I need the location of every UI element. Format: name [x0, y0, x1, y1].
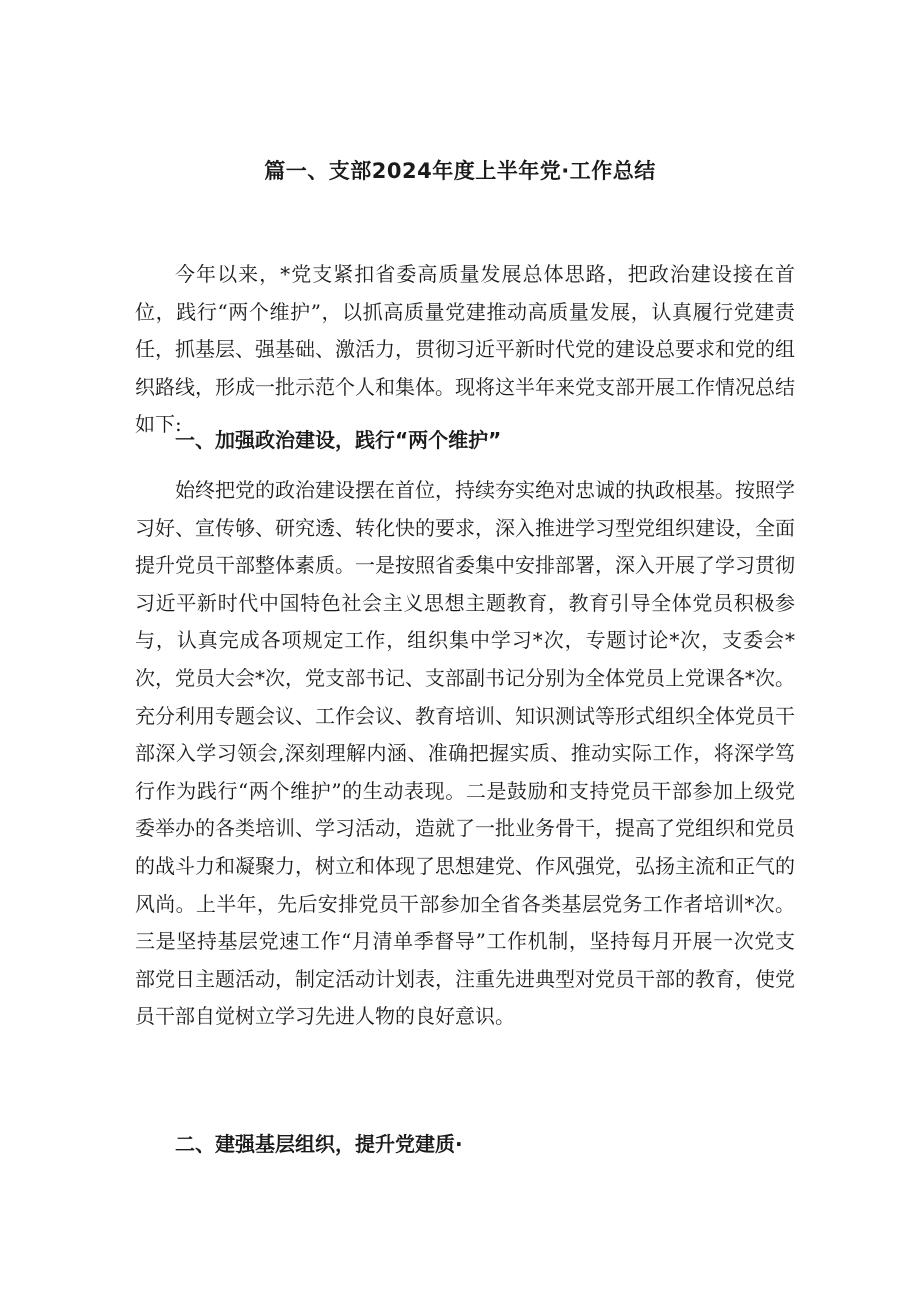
section-1-paragraph: 始终把党的政治建设摆在首位，持续夯实绝对忠诚的执政根基。按照学习好、宣传够、研究透、转化快的要求，深入推进学习型党组织建设，全面提升党员干部整体素质。一是按照省委集中安排部署，深入开展了学习贯彻习近平新时代中国特色社会主义思想主题教育，教育引导全体党员积极参与，认真完成各项规定工作，组织集中学习*次，专题讨论*次，支委会*次，党员大会*次，党支部书记、支部副书记分别为全体党员上党课各*次。充分利用专题会议、工作会议、教育培训、知识测试等形式组织全体党员干部深入学习领会,深刻理解内涵、准确把握实质、推动实际工作，将深学笃行作为践行“两个维护”的生动表现。二是鼓励和支持党员干部参加上级党委举办的各类培训、学习活动，造就了一批业务骨干，提高了党组织和党员的战斗力和凝聚力，树立和体现了思想建党、作风强党，弘扬主流和正气的风尚。上半年，先后安排党员干部参加全省各类基层党务工作者培训*次。三是坚持基层党速工作“月清单季督导”工作机制，坚持每月开展一次党支部党日主题活动，制定活动计划表，注重先进典型对党员干部的教育，使党员干部自觉树立学习先进人物的良好意识。: [135, 478, 795, 1029]
document-title: 篇一、支部2024年度上半年党·工作总结: [264, 159, 656, 183]
intro-paragraph: 今年以来，*党支紧扣省委高质量发展总体思路，把政治建设接在首位，践行“两个维护”，以抓高质量党建推动高质量发展，认真履行党建责任，抓基层、强基础、激活力，贯彻习近平新时代党的建设总要求和党的组织路线，形成一批示范个人和集体。现将这半年来党支部开展工作情况总结如下:: [135, 262, 795, 437]
section-heading-1: 一、加强政治建设，践行“两个维护”: [175, 428, 502, 452]
section-heading-2: 二、建强基层组织，提升党建质·: [175, 1132, 463, 1156]
